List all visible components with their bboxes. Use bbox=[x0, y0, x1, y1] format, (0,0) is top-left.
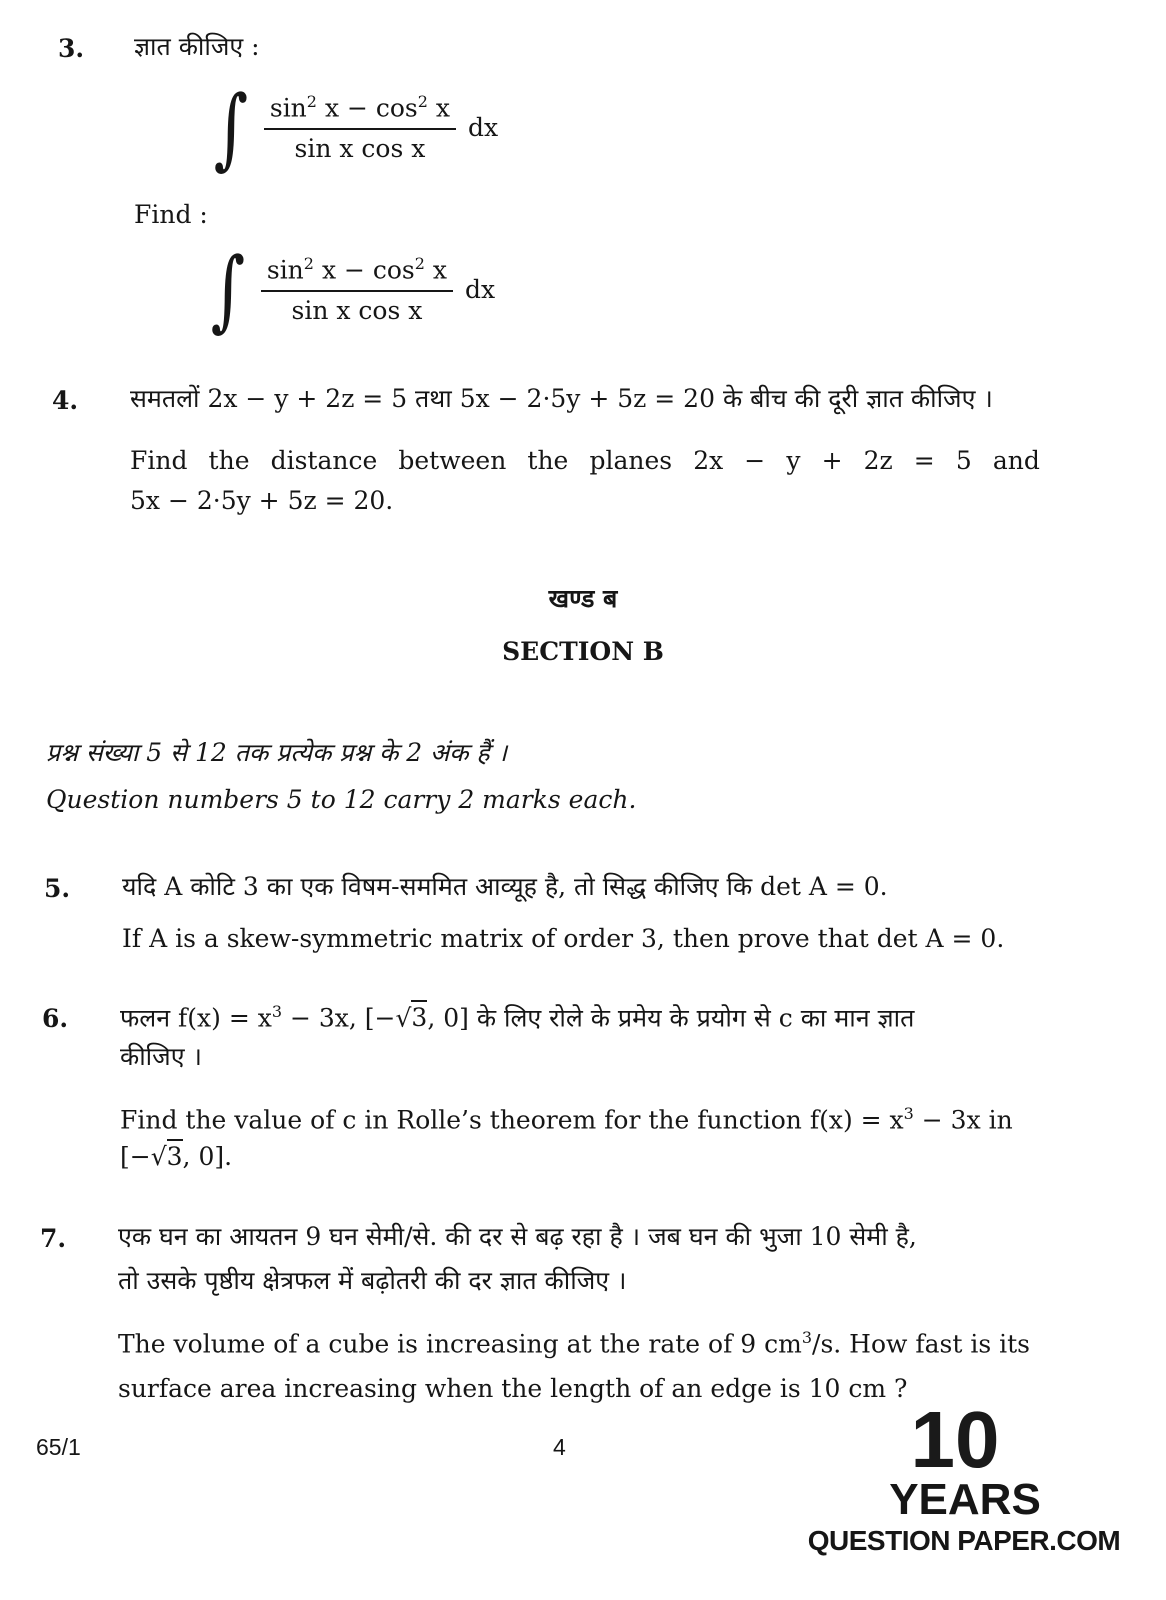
q5-number: 5. bbox=[44, 874, 71, 903]
q7-number: 7. bbox=[40, 1224, 67, 1253]
q6-hindi-line2: कीजिए । bbox=[120, 1042, 202, 1071]
q4-english-line1: Find the distance between the planes 2x − y + 2z = 5 and bbox=[130, 446, 1040, 475]
instructions-english: Question numbers 5 to 12 carry 2 marks each. bbox=[46, 785, 637, 814]
section-heading-hindi: खण्ड ब bbox=[548, 584, 618, 613]
q5-english: If A is a skew-symmetric matrix of order 3, then prove that det A = 0. bbox=[122, 924, 1005, 953]
page-number: 4 bbox=[553, 1434, 566, 1460]
paper-code: 65/1 bbox=[36, 1434, 81, 1460]
watermark-years: YEARS bbox=[889, 1475, 1041, 1524]
q6-hindi-line1: फलन $f(x) = x^3 - 3x$, [−√3, 0] के लिए रोले के प्रमेय के प्रयोग से c का मान ज्ञात bbox=[120, 1002, 915, 1033]
q3-number: 3. bbox=[58, 34, 85, 63]
q6-english-line2: [−√3, 0]. bbox=[120, 1142, 232, 1172]
instructions-hindi: प्रश्न संख्या 5 से 12 तक प्रत्येक प्रश्न के 2 अंक हैं । bbox=[46, 738, 508, 767]
q4-english-line2: 5x − 2·5y + 5z = 20. bbox=[130, 486, 394, 515]
q6-english-line1: Find the value of c in Rolle’s theorem for the function $f(x) = x^3 - 3x$ in bbox=[120, 1104, 1013, 1135]
integral-fraction: $\frac{\sin^2 x - \cos^2 x}{\text{sin x cos x}}$ bbox=[261, 254, 453, 325]
q4-hindi: समतलों 2x − y + 2z = 5 तथा 5x − 2·5y + 5z = 20 के बीच की दूरी ज्ञात कीजिए । bbox=[130, 384, 993, 413]
q7-english-line1: The volume of a cube is increasing at the rate of 9 $cm^3/s$. How fast is its bbox=[118, 1328, 1030, 1359]
watermark-number: 10 bbox=[910, 1395, 1000, 1484]
q3-hindi-prompt: ज्ञात कीजिए : bbox=[134, 32, 260, 61]
q7-hindi-line1: एक घन का आयतन 9 घन सेमी/से. की दर से बढ़ रहा है । जब घन की भुजा 10 सेमी है, bbox=[118, 1222, 917, 1251]
section-heading-english: SECTION B bbox=[502, 637, 664, 666]
q3-english-prompt: Find : bbox=[134, 200, 208, 229]
q3-integral-hindi: ∫ $\frac{\sin^2 x - \cos^2 x}{\text{sin x cos x}}$ dx bbox=[213, 76, 499, 179]
q5-hindi: यदि A कोटि 3 का एक विषम-सममित आव्यूह है, तो सिद्ध कीजिए कि det A = 0. bbox=[122, 872, 888, 901]
q3-integral-english: ∫ $\frac{\sin^2 x - \cos^2 x}{\text{sin x cos x}}$ dx bbox=[210, 238, 496, 341]
integral-sign: ∫ bbox=[210, 238, 246, 341]
integral-fraction: $\frac{\sin^2 x - \cos^2 x}{\text{sin x cos x}}$ bbox=[264, 92, 456, 163]
watermark-site: QUESTION PAPER.COM bbox=[807, 1525, 1121, 1556]
q4-number: 4. bbox=[52, 386, 79, 415]
integral-sign: ∫ bbox=[213, 76, 249, 179]
q7-english-line2: surface area increasing when the length of an edge is 10 cm ? bbox=[118, 1374, 908, 1403]
q7-hindi-line2: तो उसके पृष्ठीय क्षेत्रफल में बढ़ोतरी की दर ज्ञात कीजिए । bbox=[118, 1266, 627, 1295]
q6-number: 6. bbox=[42, 1004, 69, 1033]
